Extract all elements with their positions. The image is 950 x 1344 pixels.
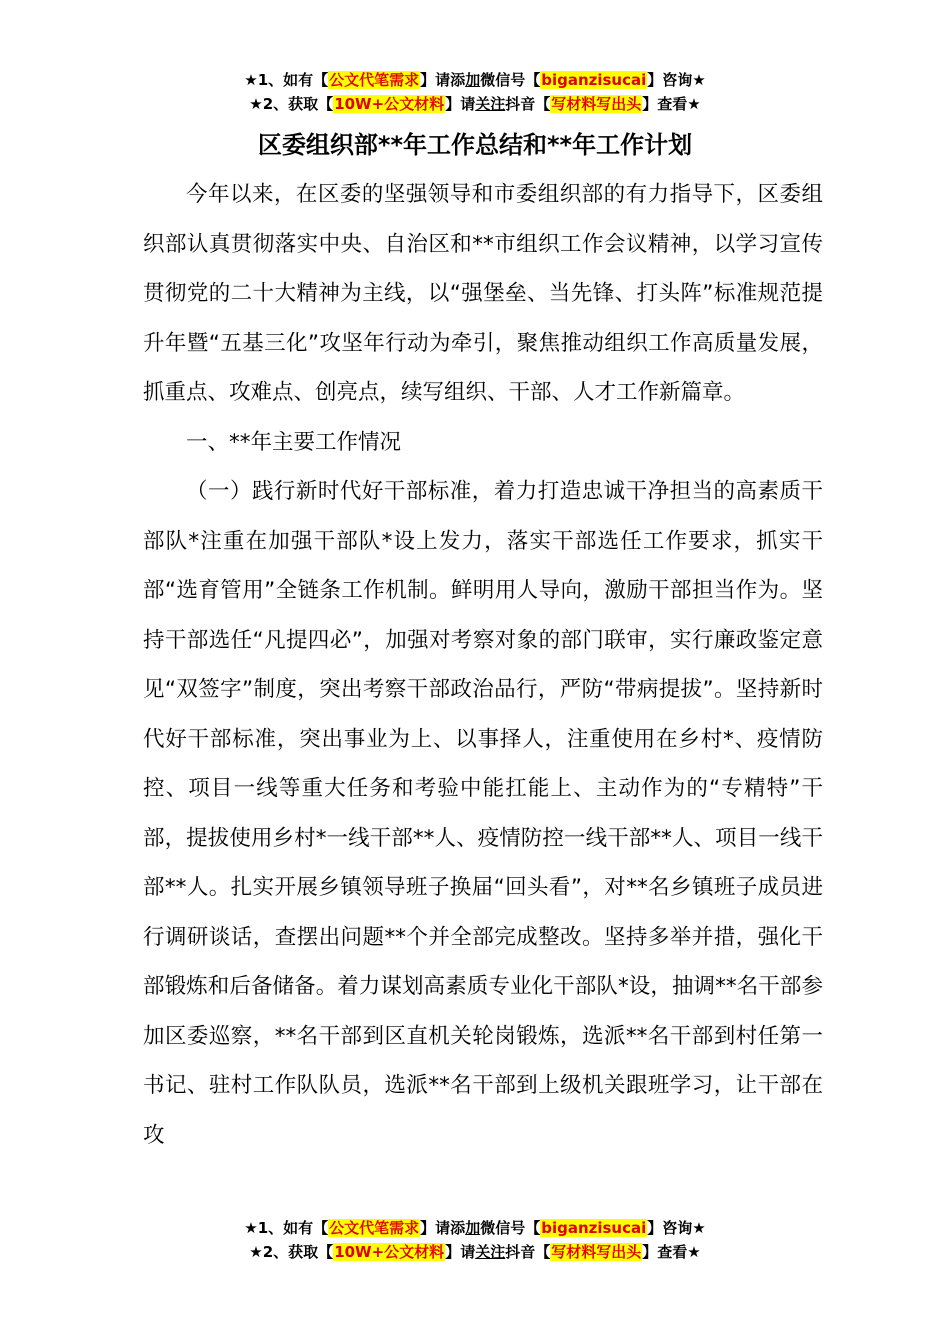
promo-text: 】查看★ bbox=[642, 1243, 701, 1261]
intro-paragraph: 今年以来，在区委的坚强领导和市委组织部的有力指导下，区委组织部认真贯彻落实中央、自治区和**市组织工作会议精神，以学习宣传贯彻党的二十大精神为主线，以“强堡垒、当先锋、打头阵”标准规范提升年暨“五基三化”攻坚年行动为牵引，聚焦推动组织工作高质量发展，抓重点、攻难点、创亮点，续写组织、干部、人才工作新篇章。 bbox=[143, 182, 823, 405]
promo-highlight: 10W+公文材料 bbox=[334, 1243, 445, 1261]
promo-line-1 bbox=[0, 1216, 950, 1240]
promo-text: ★2、获取【 bbox=[249, 95, 334, 113]
promo-text: ★2、获取【 bbox=[249, 1243, 334, 1261]
promo-highlight: biganzisucai bbox=[541, 1219, 647, 1237]
promo-text: 】查看★ bbox=[642, 95, 701, 113]
promo-highlight: 写材料写出头 bbox=[551, 1243, 642, 1261]
promo-text: 微信号【 bbox=[480, 71, 541, 89]
promo-highlight: biganzisucai bbox=[541, 71, 647, 89]
promo-text: 】请 bbox=[445, 95, 476, 113]
promo-text: 】咨询★ bbox=[647, 1219, 706, 1237]
promo-text: 抖音【 bbox=[505, 1243, 551, 1261]
promo-highlight: 公文代笔需求 bbox=[329, 71, 420, 89]
promo-text: 微信号【 bbox=[480, 1219, 541, 1237]
promo-highlight: 写材料写出头 bbox=[551, 95, 642, 113]
document-title: 区委组织部**年工作总结和**年工作计划 bbox=[257, 131, 693, 159]
promo-underline: 加 bbox=[465, 71, 481, 89]
promo-line-2 bbox=[0, 1240, 950, 1264]
promo-banner-bottom bbox=[0, 1216, 950, 1264]
promo-text: 】请添 bbox=[420, 1219, 466, 1237]
promo-underline: 关注 bbox=[475, 1243, 506, 1261]
promo-text: 】请添 bbox=[420, 71, 466, 89]
promo-line-2 bbox=[0, 92, 950, 116]
promo-text: 】咨询★ bbox=[647, 71, 706, 89]
promo-highlight: 公文代笔需求 bbox=[329, 1219, 420, 1237]
section-heading: 一、**年主要工作情况 bbox=[186, 429, 402, 455]
promo-underline: 关注 bbox=[475, 95, 506, 113]
promo-highlight: 10W+公文材料 bbox=[334, 95, 445, 113]
document-body bbox=[143, 170, 823, 1160]
promo-text: ★1、如有【 bbox=[244, 71, 329, 89]
promo-banner-top bbox=[0, 68, 950, 116]
promo-underline: 加 bbox=[465, 1219, 481, 1237]
promo-text: ★1、如有【 bbox=[244, 1219, 329, 1237]
promo-text: 抖音【 bbox=[505, 95, 551, 113]
body-paragraph: （一）践行新时代好干部标准，着力打造忠诚干净担当的高素质干部队*注重在加强干部队*设上发力，落实干部选任工作要求，抓实干部“选育管用”全链条工作机制。鲜明用人导向，激励干部担当作为。坚持干部选任“凡提四必”，加强对考察对象的部门联审，实行廉政鉴定意见“双签字”制度，突出考察干部政治品行，严防“带病提拔”。坚持新时代好干部标准，突出事业为上、以事择人，注重使用在乡村*、疫情防控、项目一线等重大任务和考验中能扛能上、主动作为的“专精特”干部，提拔使用乡村*一线干部**人、疫情防控一线干部**人、项目一线干部**人。扎实开展乡镇领导班子换届“回头看”，对**名乡镇班子成员进行调研谈话，查摆出问题**个并全部完成整改。坚持多举并措，强化干部锻炼和后备储备。着力谋划高素质专业化干部队*设，抽调**名干部参加区委巡察，**名干部到区直机关轮岗锻炼，选派**名干部到村任第一书记、驻村工作队队员，选派**名干部到上级机关跟班学习，让干部在攻 bbox=[143, 479, 823, 1148]
promo-line-1 bbox=[0, 68, 950, 92]
promo-text: 】请 bbox=[445, 1243, 476, 1261]
